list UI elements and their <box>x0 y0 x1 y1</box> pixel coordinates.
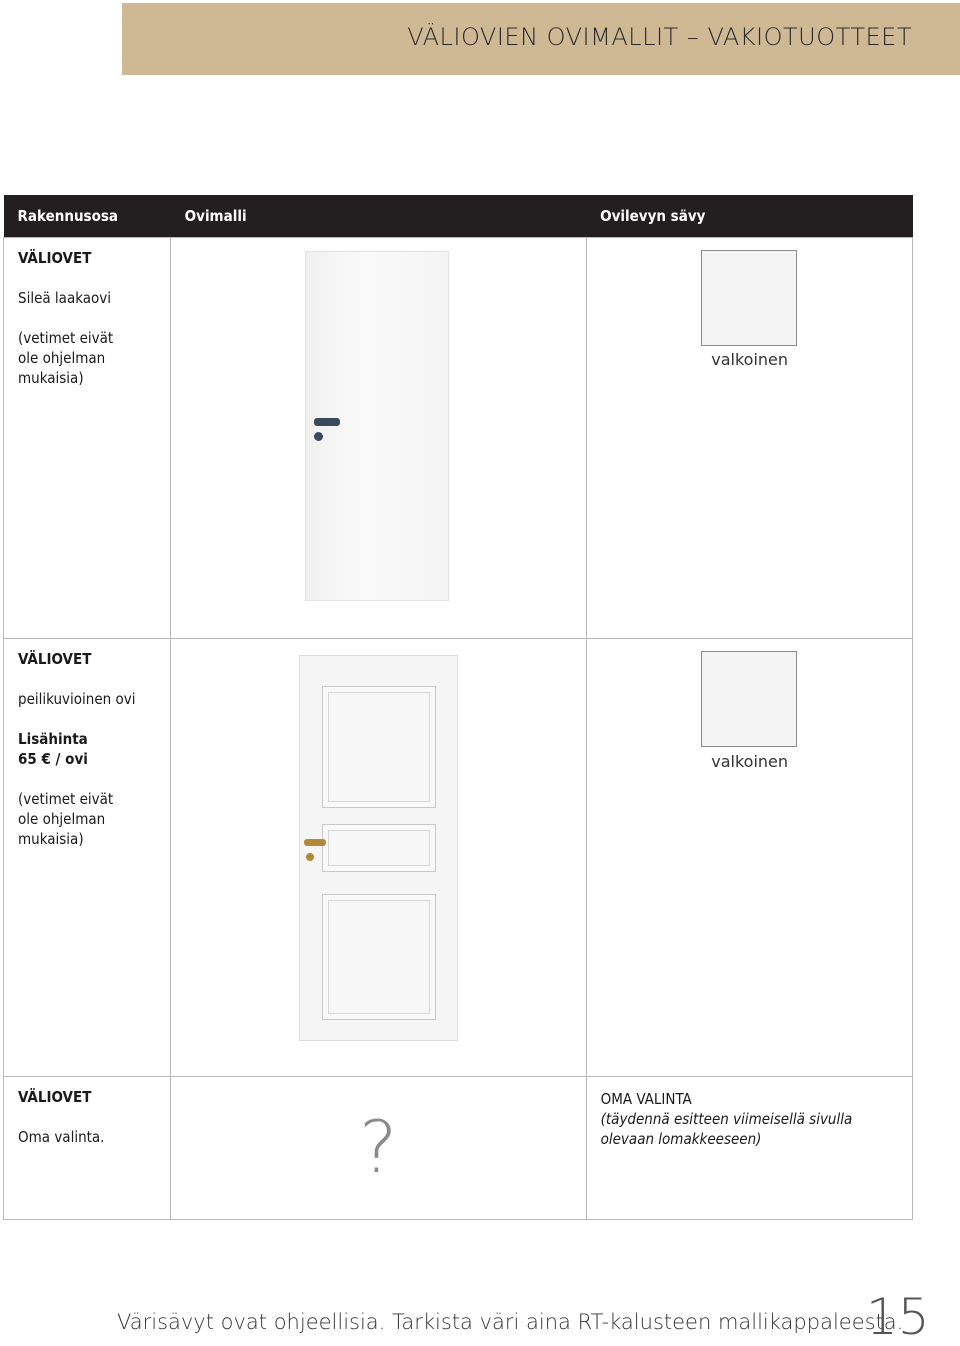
category-label: VÄLIOVET <box>18 249 92 267</box>
category-label: VÄLIOVET <box>18 1088 92 1106</box>
note-line: (vetimet eivät <box>18 329 114 347</box>
door-type-name: Oma valinta. <box>18 1128 105 1146</box>
door-model-cell <box>171 238 586 639</box>
color-swatch <box>701 250 797 346</box>
shade-cell <box>586 1077 912 1220</box>
shade-label: valkoinen <box>711 752 789 771</box>
table-row <box>4 639 913 1077</box>
note-line: ole ohjelman <box>18 349 106 367</box>
note-line: mukaisia) <box>18 830 84 848</box>
door-type-name: Sileä laakaovi <box>18 289 112 307</box>
table-header-row <box>4 195 913 238</box>
keyhole-icon <box>314 432 323 441</box>
door-type-name: peilikuvioinen ovi <box>18 690 136 708</box>
building-part-cell <box>4 639 171 1077</box>
custom-choice-note: (täydennä esitteen viimeisellä sivulla <box>600 1110 853 1128</box>
door-models-table <box>3 195 913 1220</box>
door-panel-top <box>322 686 436 808</box>
note-line: ole ohjelman <box>18 810 106 828</box>
page-title: VÄLIOVIEN OVIMALLIT – VAKIOTUOTTEET <box>407 23 912 51</box>
door-panel-middle <box>322 824 436 872</box>
shade-cell <box>586 238 912 639</box>
building-part-cell <box>4 238 171 639</box>
footer-note: Värisävyt ovat ohjeellisia. Tarkista väri aina RT-kalusteen mallikappaleesta. <box>117 1310 904 1334</box>
page-number: 15 <box>866 1288 930 1346</box>
door-panel-bottom <box>322 894 436 1020</box>
table-row <box>4 238 913 639</box>
flat-door-image <box>305 251 449 601</box>
keyhole-icon <box>306 853 314 861</box>
door-handle-icon <box>314 418 340 426</box>
panel-door-image <box>299 655 458 1041</box>
shade-cell <box>586 639 912 1077</box>
color-swatch <box>701 651 797 747</box>
extra-price-value: 65 € / ovi <box>18 750 88 768</box>
building-part-cell <box>4 1077 171 1220</box>
column-header-ovilevyn-savy: Ovilevyn sävy <box>586 195 912 238</box>
custom-choice-title: OMA VALINTA <box>600 1090 692 1108</box>
door-model-cell <box>171 639 586 1077</box>
door-model-cell <box>171 1077 586 1220</box>
extra-price-label: Lisähinta <box>18 730 88 748</box>
question-mark-icon: ? <box>359 1105 398 1189</box>
header-banner <box>122 3 960 75</box>
note-line: (vetimet eivät <box>18 790 114 808</box>
category-label: VÄLIOVET <box>18 650 92 668</box>
table-row <box>4 1077 913 1220</box>
column-header-ovimalli: Ovimalli <box>171 195 586 238</box>
column-header-rakennusosa: Rakennusosa <box>4 195 171 238</box>
custom-choice-note: olevaan lomakkeeseen) <box>600 1130 762 1148</box>
door-handle-icon <box>304 839 326 846</box>
note-line: mukaisia) <box>18 369 84 387</box>
shade-label: valkoinen <box>711 350 789 369</box>
